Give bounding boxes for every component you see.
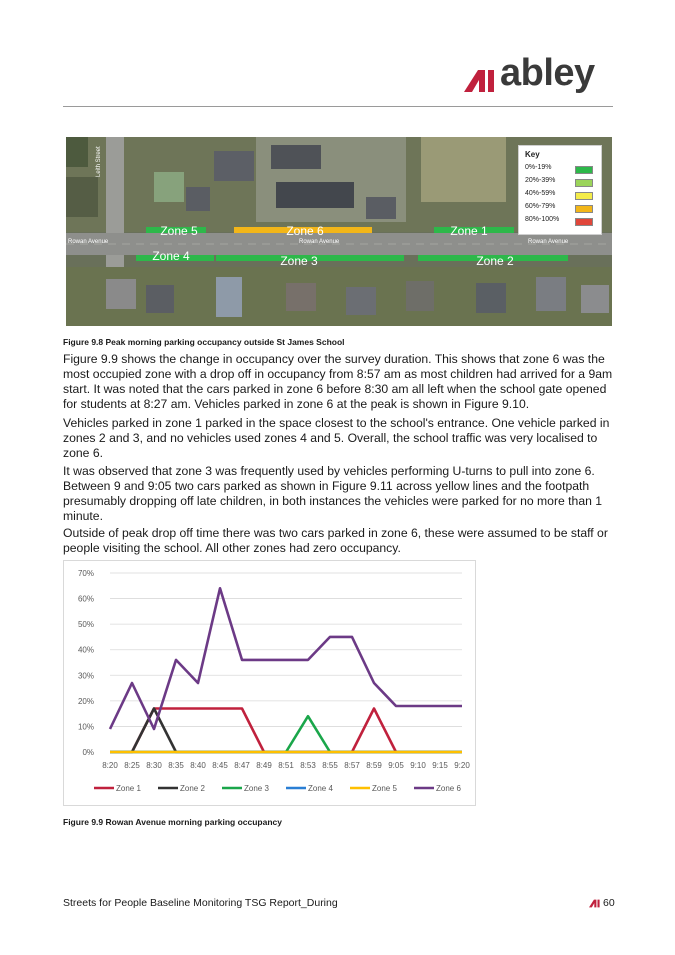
x-tick-label: 9:10: [410, 761, 426, 770]
figure-caption: Figure 9.9 Rowan Avenue morning parking occupancy: [63, 817, 282, 827]
x-tick-label: 8:51: [278, 761, 294, 770]
x-tick-label: 8:53: [300, 761, 316, 770]
key-title: Key: [525, 150, 540, 159]
body-paragraph: Vehicles parked in zone 1 parked in the space closest to the school's entrance. One vehicle parked in zones 2 and 3, and no vehicles used zones 4 and 5. Overall, the school traffic was very localised to zone 6.: [63, 416, 610, 460]
street-label: Leith Street: [96, 146, 102, 177]
legend-label: Zone 3: [244, 784, 269, 793]
y-tick-label: 20%: [77, 696, 94, 706]
header-divider: [63, 106, 613, 107]
street-label: Rowan Avenue: [299, 239, 340, 245]
y-tick-label: 40%: [77, 645, 94, 655]
body-paragraph: It was observed that zone 3 was frequently used by vehicles performing U-turns to pull into zone 6. Between 9 and 9:05 two cars parked as shown in Figure 9.11 across yellow lines and the footpath presumably dropping off late children, in both instances the vehicles were parked for no more than 1 minute.: [63, 464, 603, 523]
key-item-label: 60%-79%: [525, 203, 556, 210]
zone-2-label: Zone 2: [476, 254, 514, 268]
y-tick-label: 70%: [77, 569, 94, 578]
x-tick-label: 8:20: [102, 761, 118, 770]
zone-6-label: Zone 6: [286, 224, 324, 238]
body-paragraph: Outside of peak drop off time there was two cars parked in zone 6, these were assumed to be staff or people visiting the school. All other zones had zero occupancy.: [63, 526, 608, 555]
body-paragraph: Figure 9.9 shows the change in occupancy over the survey duration. This shows that zone 6 was the most occupied zone with a drop off in occupancy from 8:57 am as most children had arrived for a 9am start. It was noted that the cars parked in zone 6 before 8:30 am all left when the school gate opened for students at 8:27 am. Vehicles parked in zone 6 at the peak is shown in Figure 9.10.: [63, 352, 613, 411]
zone-5-label: Zone 5: [160, 224, 198, 238]
chart-plot: [64, 561, 475, 805]
x-tick-label: 9:05: [388, 761, 404, 770]
x-tick-label: 8:59: [366, 761, 382, 770]
footer-title: Streets for People Baseline Monitoring TSG Report_During: [63, 897, 338, 909]
y-tick-label: 10%: [77, 722, 94, 732]
series-line-zone-3: [110, 716, 462, 752]
occupancy-chart: [63, 560, 476, 806]
key-item-label: 0%-19%: [525, 164, 552, 171]
legend-label: Zone 5: [372, 784, 397, 793]
x-tick-label: 9:15: [432, 761, 448, 770]
y-tick-label: 50%: [77, 620, 94, 630]
legend-label: Zone 4: [308, 784, 333, 793]
zone-3-label: Zone 3: [280, 254, 318, 268]
key-swatch: [575, 218, 593, 226]
figure-caption: Figure 9.8 Peak morning parking occupancy outside St James School: [63, 337, 345, 347]
x-tick-label: 9:20: [454, 761, 470, 770]
x-tick-label: 8:49: [256, 761, 272, 770]
legend-label: Zone 1: [116, 784, 141, 793]
x-tick-label: 8:45: [212, 761, 228, 770]
series-line-zone-1: [110, 709, 462, 753]
map-key: [518, 145, 602, 235]
x-tick-label: 8:35: [168, 761, 184, 770]
abley-mark-icon: [464, 70, 498, 92]
x-tick-label: 8:30: [146, 761, 162, 770]
x-tick-label: 8:40: [190, 761, 206, 770]
series-line-zone-2: [110, 709, 462, 753]
key-swatch: [575, 205, 593, 213]
abley-mark-icon: [589, 899, 601, 908]
street-label: Rowan Avenue: [528, 239, 569, 245]
zone-1-label: Zone 1: [450, 224, 488, 238]
abley-logo: [464, 52, 609, 100]
key-swatch: [575, 192, 593, 200]
legend-label: Zone 2: [180, 784, 205, 793]
aerial-map: [66, 137, 612, 326]
legend-label: Zone 6: [436, 784, 461, 793]
key-item-label: 80%-100%: [525, 216, 560, 223]
page-number: 60: [603, 897, 615, 909]
key-item-label: 20%-39%: [525, 177, 556, 184]
x-tick-label: 8:55: [322, 761, 338, 770]
y-tick-label: 60%: [77, 594, 94, 604]
y-tick-label: 30%: [77, 671, 94, 681]
y-tick-label: 0%: [82, 748, 94, 757]
key-swatch: [575, 166, 593, 174]
logo-text: abley: [500, 52, 595, 94]
zone-4-label: Zone 4: [152, 249, 190, 263]
x-tick-label: 8:57: [344, 761, 360, 770]
key-item-label: 40%-59%: [525, 190, 556, 197]
x-tick-label: 8:47: [234, 761, 250, 770]
x-tick-label: 8:25: [124, 761, 140, 770]
street-label: Rowan Avenue: [68, 239, 109, 245]
key-swatch: [575, 179, 593, 187]
